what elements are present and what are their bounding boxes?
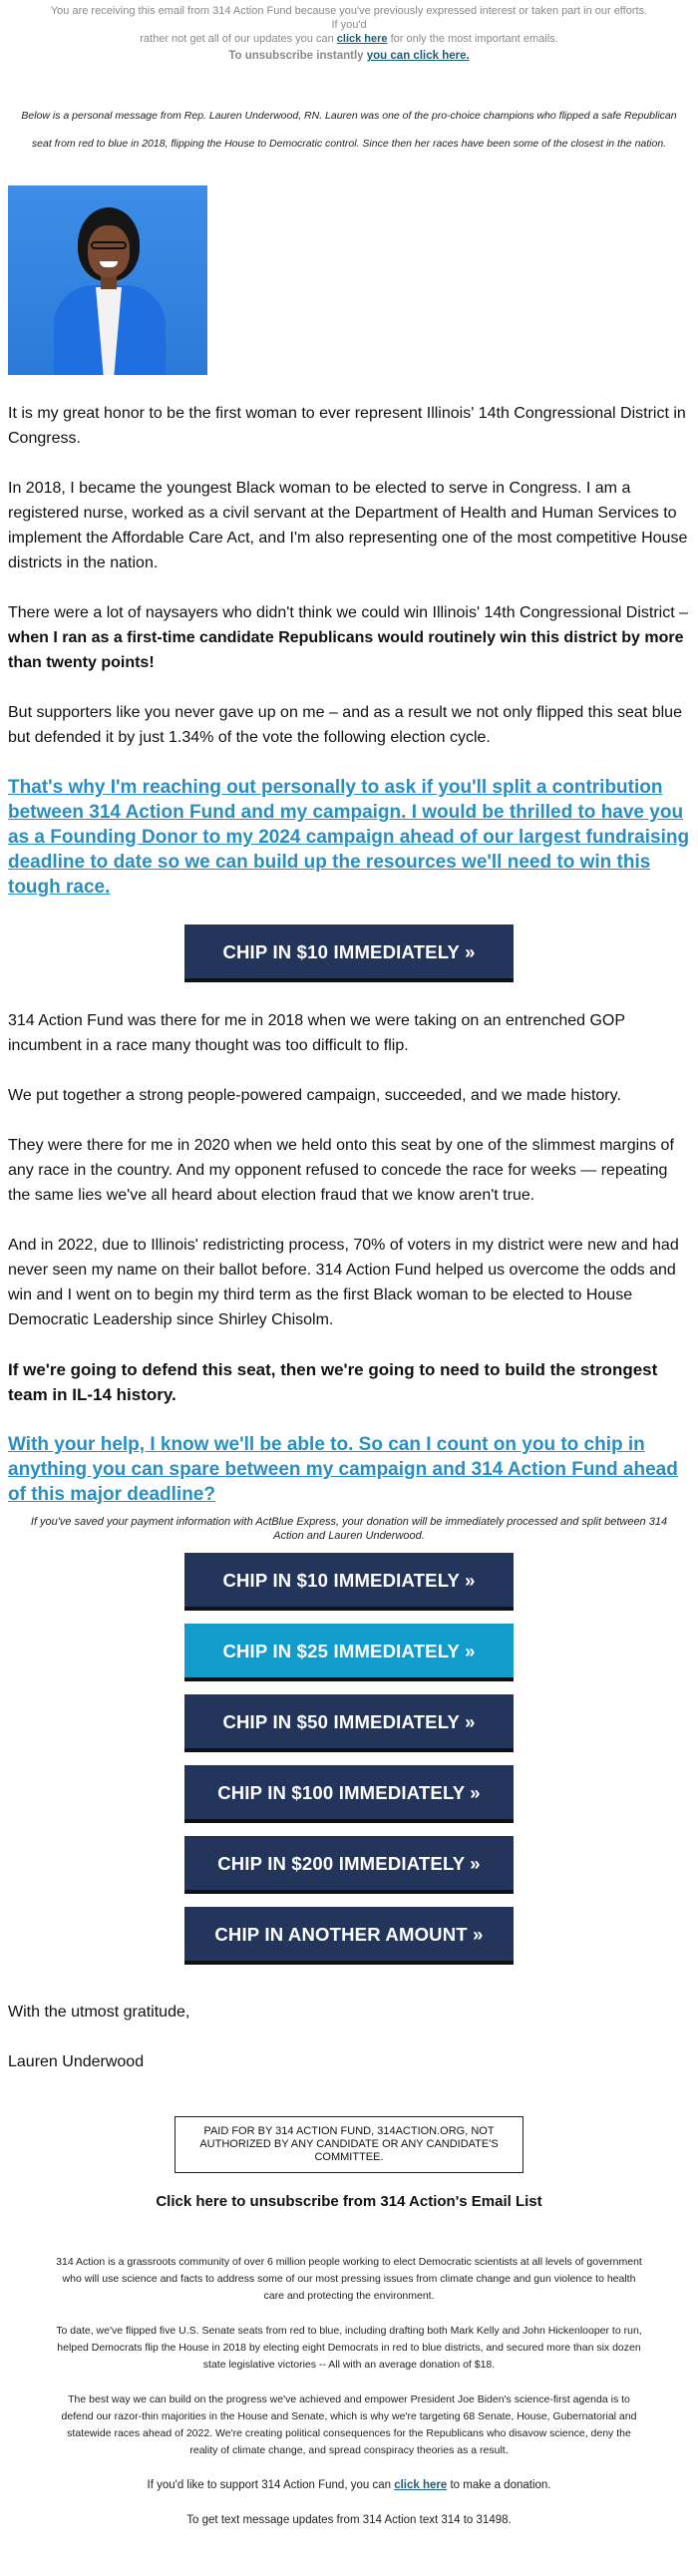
- paid-for-disclaimer: PAID FOR BY 314 ACTION FUND, 314ACTION.ORG, NOT AUTHORIZED BY ANY CANDIDATE OR ANY CANDIDATE'S COMMITTEE.: [174, 2116, 524, 2173]
- letter-closing: [0, 2000, 698, 2074]
- paragraph-3-text: There were a lot of naysayers who didn't think we could win Illinois' 14th Congressional District –: [8, 604, 688, 621]
- paragraph-4: But supporters like you never gave up on me – and as a result we not only flipped this seat blue but defended it by just 1.34% of the vote the following election cycle.: [8, 704, 682, 746]
- preferences-link[interactable]: click here: [336, 33, 388, 45]
- paragraph-2: In 2018, I became the youngest Black woman to be elected to serve in Congress. I am a registered nurse, worked as a civil servant at the Department of Health and Human Services to implement the Affordable Care Act, and I'm also representing one of the most competitive House districts in the nation.: [8, 480, 688, 571]
- paragraph-1: It is my great honor to be the first woman to ever represent Illinois' 14th Congressional District in Congress.: [8, 405, 686, 447]
- chip-in-50-button[interactable]: CHIP IN $50 IMMEDIATELY »: [184, 1694, 514, 1752]
- intro-message: Below is a personal message from Rep. Lauren Underwood, RN. Lauren was one of the pro-choice champions who flipped a safe Republican seat from red to blue in 2018, flipping the House to Democratic control. Since then her races have been some of the closest in the nation.: [21, 110, 677, 150]
- about-paragraph-1: 314 Action is a grassroots community of over 6 million people working to elect Democratic scientists at all levels of government who will use science and facts to address some of our most pressing issues from climate change and gun violence to health care and protecting the environment.: [56, 2256, 642, 2302]
- notice-line1: You are receiving this email from 314 Action Fund because you've previously expressed interest or taken part in our efforts. If you'd: [50, 5, 648, 31]
- paragraph-8: And in 2022, due to Illinois' redistricting process, 70% of voters in my district were new and had never seen my name on their ballot before. 314 Action Fund helped us overcome the odds and win and I went on to begin my third term as the first Black woman to be elected to House Democratic Leadership since Shirley Chisolm.: [8, 1237, 679, 1328]
- donation-buttons: [0, 1553, 698, 1965]
- donate-link[interactable]: click here: [394, 2479, 448, 2491]
- letter-body: [0, 401, 698, 900]
- about-paragraph-3: The best way we can build on the progress we've achieved and empower President Joe Biden's science-first agenda is to defend our razor-thin majorities in the House and Senate, which is why we're targeting 68 Senate, House, Gubernatorial and statewide races ahead of 2022. We're creating political consequences for the Republicans who disavow science, deny the reality of climate change, and spread conspiracy theories as a result.: [61, 2393, 637, 2456]
- about-paragraph-2: To date, we've flipped five U.S. Senate seats from red to blue, including drafting both Mark Kelly and John Hickenlooper to run, helped Democrats flip the House in 2018 by electing eight Democrats in red to blue districts, and secured more than six dozen state legislative victories -- All with an average donation of $18.: [56, 2325, 642, 2371]
- notice-line2-before: rather not get all of our updates you can: [140, 33, 334, 45]
- chip-in-100-button[interactable]: CHIP IN $100 IMMEDIATELY »: [184, 1765, 514, 1823]
- chip-in-25-button[interactable]: CHIP IN $25 IMMEDIATELY »: [184, 1624, 514, 1681]
- callout-link-2[interactable]: With your help, I know we'll be able to. So can I count on you to chip in anything you can spare between my campaign and 314 Action Fund ahead of this major deadline?: [8, 1434, 678, 1505]
- chip-in-10-button-top[interactable]: CHIP IN $10 IMMEDIATELY »: [184, 924, 514, 982]
- unsubscribe-link[interactable]: Click here to unsubscribe from 314 Action's Email List: [156, 2193, 542, 2210]
- support-before: If you'd like to support 314 Action Fund, you can: [147, 2479, 391, 2491]
- paragraph-6: We put together a strong people-powered campaign, succeeded, and we made history.: [8, 1087, 621, 1104]
- chip-in-other-amount-button[interactable]: CHIP IN ANOTHER AMOUNT »: [184, 1907, 514, 1965]
- chip-in-200-button[interactable]: CHIP IN $200 IMMEDIATELY »: [184, 1836, 514, 1894]
- unsubscribe-instantly: [0, 50, 698, 62]
- notice-line2-after: for only the most important emails.: [390, 33, 558, 45]
- paragraph-3-bold: when I ran as a first-time candidate Republicans would routinely win this district by more than twenty points!: [8, 629, 684, 671]
- closing-line: With the utmost gratitude,: [8, 2004, 190, 2021]
- paragraph-7: They were there for me in 2020 when we held onto this seat by one of the slimmest margins of any race in the country. And my opponent refused to concede the race for weeks — repeating the same lies we've all heard about election fraud that we know aren't true.: [8, 1137, 674, 1204]
- paragraph-9-bold: If we're going to defend this seat, then we're going to need to build the strongest team in IL-14 history.: [8, 1360, 658, 1404]
- subscription-notice: [50, 0, 648, 46]
- support-after: to make a donation.: [450, 2479, 551, 2491]
- primary-cta-wrap: [0, 924, 698, 982]
- footer: [0, 2254, 698, 2529]
- paragraph-3: [8, 600, 690, 675]
- signature: Lauren Underwood: [8, 2053, 145, 2070]
- callout-link-1[interactable]: That's why I'm reaching out personally to ask if you'll split a contribution between 314 Action Fund and my campaign. I would be thrilled to have you as a Founding Donor to my 2024 campaign ahead of our largest fundraising deadline to date so we can build up the resources we'll need to win this tough race.: [8, 777, 690, 898]
- chip-in-10-button[interactable]: CHIP IN $10 IMMEDIATELY »: [184, 1553, 514, 1611]
- actblue-express-note: If you've saved your payment information with ActBlue Express, your donation will be immediately processed and split between 314 Action and Lauren Underwood.: [30, 1516, 668, 1542]
- support-line: [56, 2477, 642, 2494]
- unsubscribe-prefix: To unsubscribe instantly: [228, 50, 364, 62]
- letter-body-continued: [0, 1008, 698, 1507]
- paragraph-5: 314 Action Fund was there for me in 2018 when we were taking on an entrenched GOP incumbent in a race many thought was too difficult to flip.: [8, 1012, 625, 1054]
- disclaimer-wrap: [0, 2116, 698, 2173]
- lauren-underwood-photo: [8, 185, 207, 375]
- unsubscribe-instantly-link[interactable]: you can click here.: [366, 50, 470, 62]
- text-updates-line: To get text message updates from 314 Action text 314 to 31498.: [186, 2514, 512, 2526]
